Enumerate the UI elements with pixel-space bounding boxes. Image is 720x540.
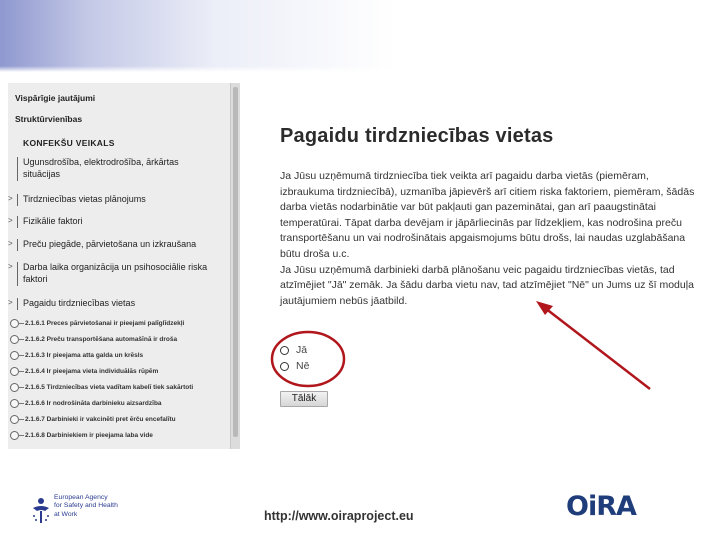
sidebar-general-link[interactable]: Vispārīgie jautājumi bbox=[15, 93, 96, 103]
chevron-right-icon: > bbox=[8, 216, 13, 225]
sidebar-scrollbar[interactable] bbox=[230, 83, 240, 449]
eu-osha-name bbox=[54, 494, 118, 519]
radio-button-icon[interactable] bbox=[280, 362, 289, 371]
top-banner bbox=[0, 0, 720, 72]
step-circle-icon bbox=[10, 383, 19, 392]
eu-osha-figure-icon bbox=[30, 496, 52, 524]
description-paragraph-1: Ja Jūsu uzņēmumā tirdzniecība tiek veikta arī pagaidu darba vietās (piemēram, izbraukuma tirdzniecībā), uzmanība jāpievērš arī citiem riska faktoriem, piemēram, šādās darba vietās nodarbinātie var būt pakļauti gan pazeminātai, gan arī paaugstinātai temperatūrai. Tāpat darba devējam ir jāpārliecinās par līdzekļiem, kas nodrošina preču transportēšanu un vai nodrošinātais apgaismojums būtu drošs, lai naudas uzglabāšana būtu droša u.c. bbox=[280, 170, 695, 260]
agency-line: for Safety and Health bbox=[54, 502, 118, 510]
step-label: 2.1.6.7 Darbinieki ir vakcinēti pret ērču encefalītu bbox=[25, 416, 176, 423]
scrollbar-thumb[interactable] bbox=[233, 87, 238, 437]
step-circle-icon bbox=[10, 319, 19, 328]
divider bbox=[17, 239, 18, 251]
divider bbox=[17, 194, 18, 206]
option-no-label: Nē bbox=[296, 360, 310, 372]
divider bbox=[17, 262, 18, 286]
chevron-right-icon: > bbox=[8, 194, 13, 203]
sidebar-item-label: Pagaidu tirdzniecības vietas bbox=[23, 298, 136, 308]
divider bbox=[17, 298, 18, 310]
chevron-right-icon: > bbox=[8, 262, 13, 271]
answer-options bbox=[280, 344, 309, 376]
step-label: 2.1.6.6 Ir nodrošināta darbinieku aizsardzība bbox=[25, 400, 162, 407]
step-label: 2.1.6.1 Preces pārvietošanai ir pieejami palīglīdzekļi bbox=[25, 320, 185, 327]
description-paragraph-2: Ja Jūsu uzņēmumā darbinieki darbā plānošanu veic pagaidu tirdzniecības vietās, tad atzīmējiet "Jā" zemāk. Ja šādu darba vietu nav, tad atzīmējiet "Nē" un Jums uz šī moduļa jautājumiem nebūs jāatbild. bbox=[280, 263, 694, 307]
divider bbox=[17, 216, 18, 228]
chevron-right-icon: > bbox=[8, 298, 13, 307]
oira-logo-text: OiRA bbox=[566, 491, 636, 522]
option-yes[interactable] bbox=[280, 344, 309, 360]
sidebar-item-temporary-sites[interactable] bbox=[8, 297, 223, 311]
oira-logo bbox=[566, 491, 636, 522]
question-description bbox=[280, 169, 700, 309]
option-no[interactable] bbox=[280, 360, 309, 376]
step-circle-icon bbox=[10, 335, 19, 344]
sidebar-item-label: Ugunsdrošība, elektrodrošība, ārkārtas situācijas bbox=[23, 157, 179, 179]
step-circle-icon bbox=[10, 399, 19, 408]
sidebar-navigation bbox=[8, 83, 240, 449]
sidebar-item-layout[interactable] bbox=[8, 193, 223, 207]
project-url[interactable]: http://www.oiraproject.eu bbox=[264, 509, 414, 523]
option-yes-label: Jā bbox=[296, 344, 308, 356]
radio-button-icon[interactable] bbox=[280, 346, 289, 355]
step-circle-icon bbox=[10, 415, 19, 424]
chevron-right-icon: > bbox=[8, 239, 13, 248]
sidebar-item-label: Tirdzniecības vietas plānojums bbox=[23, 194, 146, 204]
sidebar-item-delivery[interactable] bbox=[8, 238, 223, 252]
agency-line: at Work bbox=[54, 510, 78, 518]
page-title: Pagaidu tirdzniecības vietas bbox=[280, 125, 554, 147]
sidebar-item-work-organisation[interactable] bbox=[8, 261, 223, 287]
sidebar-item-label: Darba laika organizācija un psihosociālie riska faktori bbox=[23, 262, 208, 284]
step-circle-icon bbox=[10, 367, 19, 376]
step-label: 2.1.6.3 Ir pieejama atta galda un krēsls bbox=[25, 352, 144, 359]
step-label: 2.1.6.4 Ir pieejama vieta individuālās rūpēm bbox=[25, 368, 159, 375]
sidebar-item-label: Preču piegāde, pārvietošana un izkraušana bbox=[23, 239, 197, 249]
agency-line: European Agency bbox=[54, 494, 108, 501]
sidebar-item-fire-safety[interactable] bbox=[8, 156, 223, 182]
step-circle-icon bbox=[10, 351, 19, 360]
sidebar-section-title: KONFEKŠU VEIKALS bbox=[23, 138, 115, 148]
step-label: 2.1.6.5 Tirdzniecības vieta vadītam kabelī tiek sakārtoti bbox=[25, 384, 194, 391]
divider bbox=[17, 157, 18, 181]
step-circle-icon bbox=[10, 431, 19, 440]
step-label: 2.1.6.2 Preču transportēšana automašīnā ir droša bbox=[25, 336, 178, 343]
sidebar-item-physical-factors[interactable] bbox=[8, 215, 223, 229]
sidebar-structure-link[interactable]: Struktūrvienības bbox=[15, 114, 83, 124]
eu-osha-logo bbox=[30, 494, 130, 526]
sidebar-item-label: Fizikālie faktori bbox=[23, 216, 83, 226]
next-button[interactable]: Tālāk bbox=[280, 391, 328, 407]
step-label: 2.1.6.8 Darbiniekiem ir pieejama laba vide bbox=[25, 432, 153, 439]
